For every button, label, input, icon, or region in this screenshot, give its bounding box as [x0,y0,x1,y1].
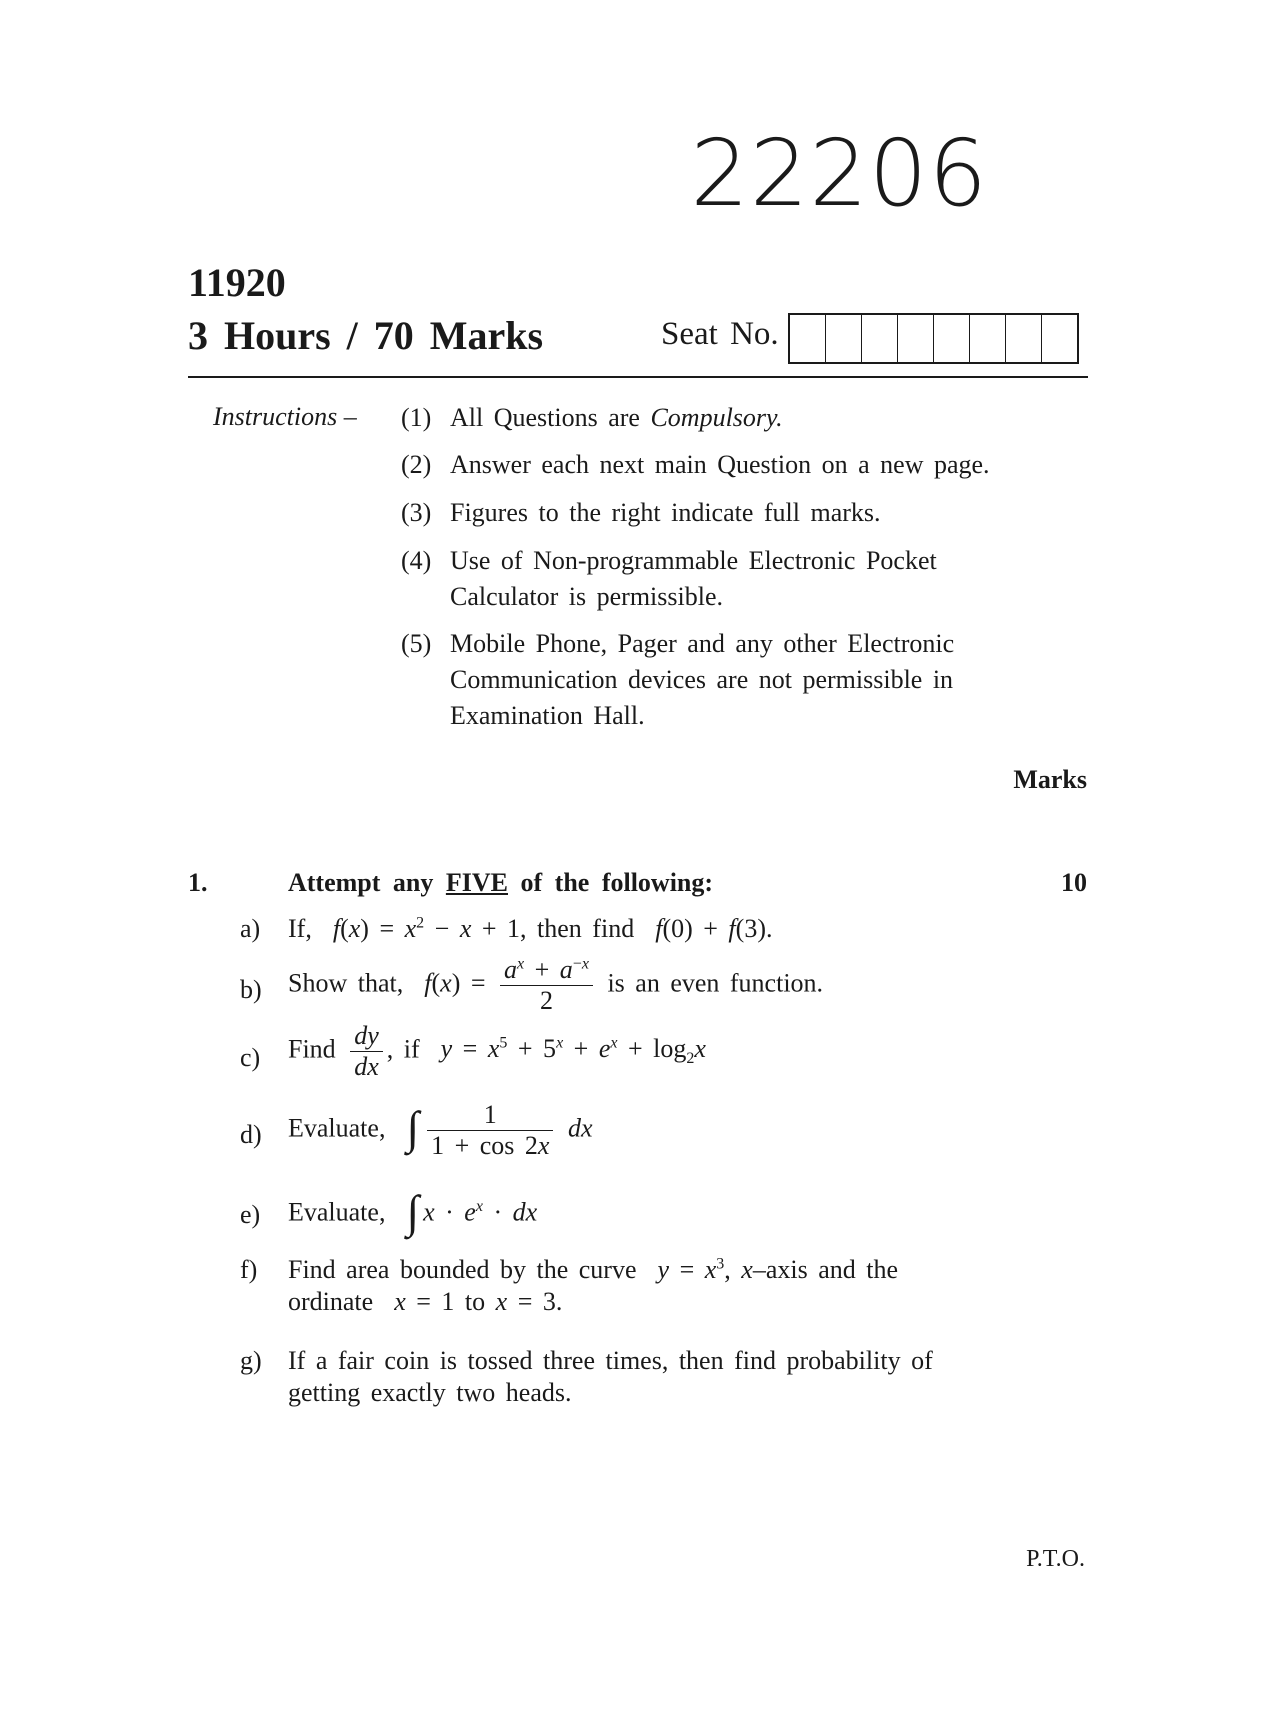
instruction-3 [401,495,1051,531]
seat-box [862,315,898,362]
item-f-to: to [464,1287,486,1316]
item-label-e: e) [240,1200,261,1229]
item-e-text: Evaluate, [288,1197,386,1227]
item-d: Evaluate, ∫ $\frac{1}{1 + \cos 2x}$ dx [288,1100,593,1160]
instruction-number: (3) [401,498,432,527]
item-f-text3: ordinate [288,1287,374,1316]
item-label-c: c) [240,1043,261,1072]
item-g [288,1346,933,1408]
instruction-1 [401,400,1051,436]
item-a [288,914,772,944]
integral-sign: ∫ [406,1102,420,1153]
item-g-line1: If a fair coin is tossed three times, then find probability of [288,1346,933,1375]
equation: f(0) + f(3). [655,914,773,943]
question-title-pre: Attempt any [288,868,434,897]
item-label-g: g) [240,1346,262,1375]
question-title-post: of the following: [520,868,714,897]
equation: $y = x^5 + 5^x + e^x + \log_2x$ [440,1034,706,1068]
question-number: 1. [188,868,208,897]
question-title [288,868,713,898]
instruction-5 [401,626,1021,734]
instruction-text: All Questions are [450,403,640,432]
subject-code: 22206 [690,120,988,227]
instructions-label: Instructions – [213,402,357,431]
seat-number-label: Seat No. [661,316,779,352]
item-g-line2: getting exactly two heads. [288,1378,572,1407]
item-f: Find area bounded by the curve $y = x^3$, x–axis and the ordinate x = 1 to x = 3. [288,1255,899,1316]
question-marks: 10 [1061,868,1087,897]
equation: $f(x) = x^2 - x + 1$ [332,914,521,943]
seat-box [790,315,826,362]
seat-box [934,315,970,362]
item-c [288,1021,706,1082]
paper-code: 11920 [188,260,286,305]
item-label-a: a) [240,914,261,943]
item-c-text: Find [288,1034,336,1064]
instruction-text: Answer each next main Question on a new page. [450,450,990,479]
duration-marks: 3 Hours / 70 Marks [188,313,544,358]
instruction-number: (2) [401,450,432,479]
item-e: Evaluate, ∫ $x \cdot e^x$ · dx [288,1186,538,1237]
item-a-text: If, [288,914,312,943]
header-divider [188,376,1088,378]
instruction-number: (5) [401,629,432,658]
seat-box [1042,315,1077,362]
instruction-text: Use of Non-programmable Electronic Pocket Calculator is permissible. [450,546,937,611]
item-label-d: d) [240,1120,262,1149]
page-turn-over: P.T.O. [1026,1546,1085,1572]
seat-number-boxes [788,313,1079,364]
item-c-mid: , if [386,1034,420,1064]
item-d-text: Evaluate, [288,1113,386,1143]
fraction: $\frac{dy}{dx}$ [350,1021,383,1082]
fraction: $\frac{a^x + a^{-x}}{2}$ [500,955,593,1016]
item-label-b: b) [240,975,262,1004]
seat-box [826,315,862,362]
equation: f(x) = [424,968,486,998]
item-b-text: Show that, [288,968,404,998]
fraction: $\frac{1}{1 + \cos 2x}$ [427,1100,553,1161]
instruction-2 [401,447,1051,483]
instruction-number: (1) [401,403,432,432]
seat-box [1006,315,1042,362]
item-label-f: f) [240,1255,258,1284]
instruction-text: Figures to the right indicate full marks. [450,498,881,527]
item-a-mid: , then find [520,914,635,943]
instruction-number: (4) [401,546,432,575]
seat-box [898,315,934,362]
item-b [288,955,823,1016]
instruction-4 [401,543,961,615]
instruction-text: Mobile Phone, Pager and any other Electronic Communication devices are not permissible in Examination Hall. [450,629,955,730]
item-f-text: Find area bounded by the curve [288,1255,637,1284]
item-b-post: is an even function. [607,968,824,998]
item-f-text2: –axis and the [752,1255,899,1284]
marks-heading: Marks [1013,765,1087,794]
seat-box [970,315,1006,362]
instruction-emphasis: Compulsory. [650,403,783,432]
question-title-emphasis: FIVE [445,868,508,897]
integral-sign: ∫ [406,1186,420,1237]
